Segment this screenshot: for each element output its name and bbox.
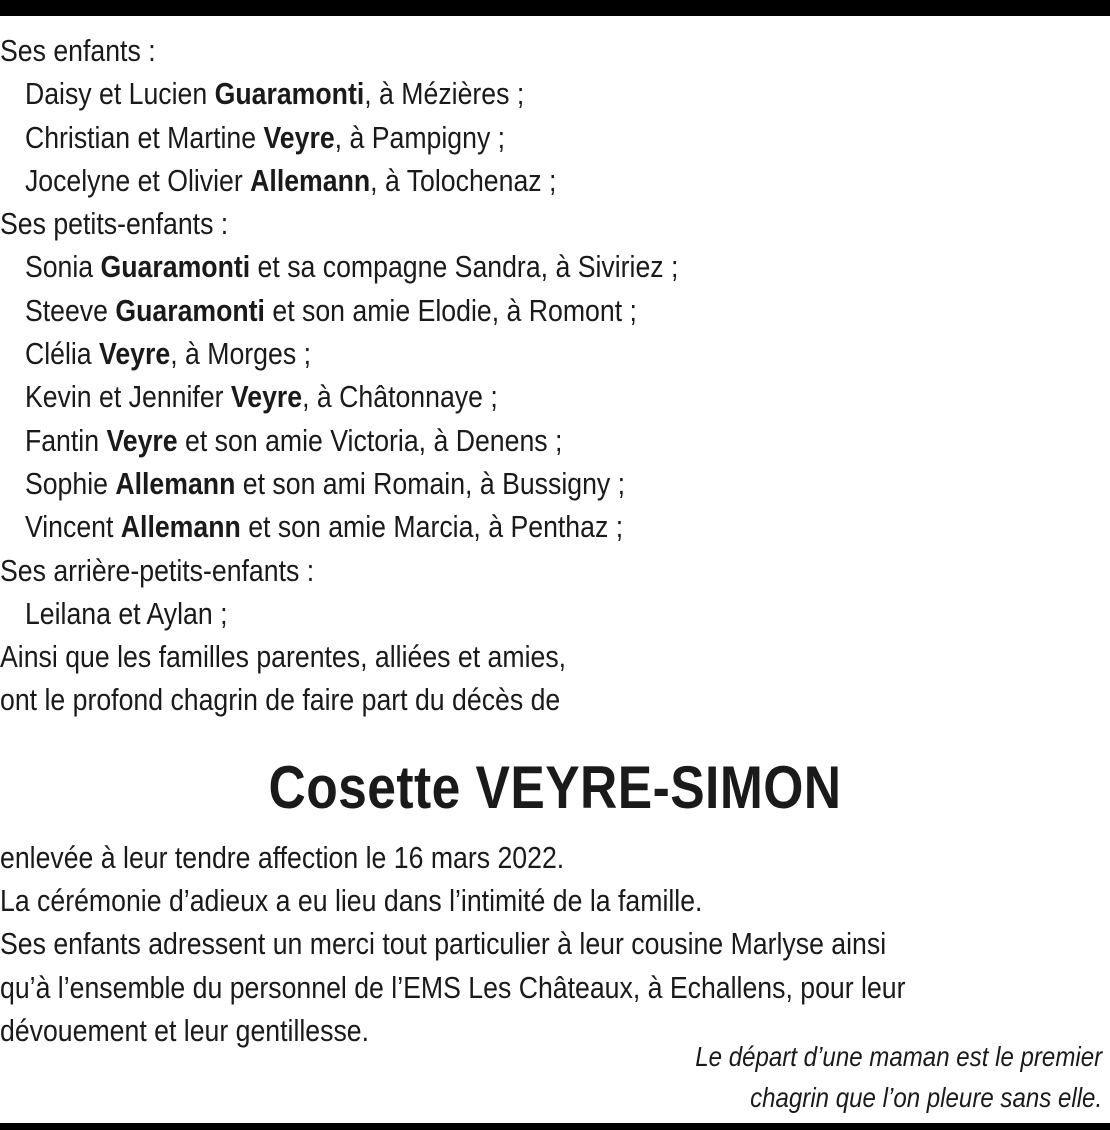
- entry-surname: Veyre: [230, 379, 303, 415]
- entry-location: et sa compagne Sandra, à Siviriez ;: [250, 249, 679, 285]
- entry-given-names: Steeve: [24, 292, 116, 328]
- grandchild-entry: [0, 332, 955, 375]
- grandchild-entry: [0, 245, 955, 288]
- entry-given-names: Kevin et Jennifer: [24, 379, 231, 415]
- body-line: La cérémonie d’adieux a eu lieu dans l’intimité de la famille.: [0, 883, 703, 919]
- deceased-name-heading: Cosette VEYRE-SIMON: [268, 753, 842, 821]
- body-line: Ses enfants adressent un merci tout particulier à leur cousine Marlyse ainsi: [0, 926, 887, 962]
- families-line: Ainsi que les familles parentes, alliées et amies,: [0, 639, 567, 675]
- entry-location: et son amie Victoria, à Denens ;: [177, 422, 563, 458]
- top-border-rule: [0, 0, 1110, 16]
- entry-location: , à Châtonnaye ;: [302, 379, 498, 415]
- entry-location: , à Pampigny ;: [334, 119, 506, 155]
- entry-surname: Guaramonti: [115, 292, 265, 328]
- entry-location: , à Tolochenaz ;: [370, 162, 557, 198]
- grandchild-entry: [0, 419, 955, 462]
- great-grandchildren-entry: Leilana et Aylan ;: [24, 595, 228, 631]
- closing-quote: [629, 1036, 1102, 1118]
- entry-surname: Veyre: [263, 119, 335, 155]
- entry-surname: Allemann: [250, 162, 371, 198]
- grandchildren-header: Ses petits-enfants :: [0, 206, 229, 242]
- child-entry: [0, 159, 955, 202]
- entry-given-names: Daisy et Lucien: [24, 76, 215, 112]
- grandchild-entry: [0, 505, 955, 548]
- entry-surname: Allemann: [120, 509, 241, 545]
- entry-given-names: Fantin: [24, 422, 107, 458]
- quote-line: Le départ d’une maman est le premier: [695, 1041, 1102, 1072]
- children-header: Ses enfants :: [0, 33, 156, 68]
- grandchild-entry: [0, 462, 955, 505]
- entry-location: et son amie Elodie, à Romont ;: [264, 292, 637, 328]
- entry-given-names: Jocelyne et Olivier: [24, 162, 251, 198]
- body-line: qu’à l’ensemble du personnel de l’EMS Les Châteaux, à Echallens, pour leur: [0, 969, 906, 1005]
- entry-surname: Veyre: [106, 422, 178, 458]
- entry-location: et son ami Romain, à Bussigny ;: [235, 465, 626, 501]
- bottom-border-rule: [0, 1123, 1110, 1130]
- child-entry: [0, 72, 955, 115]
- obituary-notice: [0, 29, 1110, 1052]
- entry-location: , à Mézières ;: [364, 76, 525, 112]
- entry-given-names: Clélia: [24, 336, 100, 372]
- notice-body: [0, 836, 1110, 1052]
- grandchild-entry: [0, 375, 955, 418]
- quote-line: chagrin que l’on pleure sans elle.: [749, 1082, 1102, 1113]
- entry-surname: Allemann: [115, 465, 236, 501]
- announcement-line: ont le profond chagrin de faire part du décès de: [0, 682, 561, 718]
- entry-given-names: Sonia: [24, 249, 101, 285]
- entry-given-names: Christian et Martine: [24, 119, 264, 155]
- body-line: dévouement et leur gentillesse.: [0, 1012, 370, 1048]
- entry-location: et son amie Marcia, à Penthaz ;: [240, 509, 624, 545]
- great-grandchildren-header: Ses arrière-petits-enfants :: [0, 552, 315, 588]
- entry-given-names: Vincent: [24, 509, 121, 545]
- child-entry: [0, 116, 955, 159]
- grandchild-entry: [0, 289, 955, 332]
- entry-surname: Veyre: [99, 336, 171, 372]
- body-line: enlevée à leur tendre affection le 16 mars 2022.: [0, 839, 565, 875]
- entry-surname: Guaramonti: [100, 249, 251, 285]
- entry-given-names: Sophie: [24, 465, 116, 501]
- entry-surname: Guaramonti: [214, 76, 365, 112]
- entry-location: , à Morges ;: [170, 336, 311, 372]
